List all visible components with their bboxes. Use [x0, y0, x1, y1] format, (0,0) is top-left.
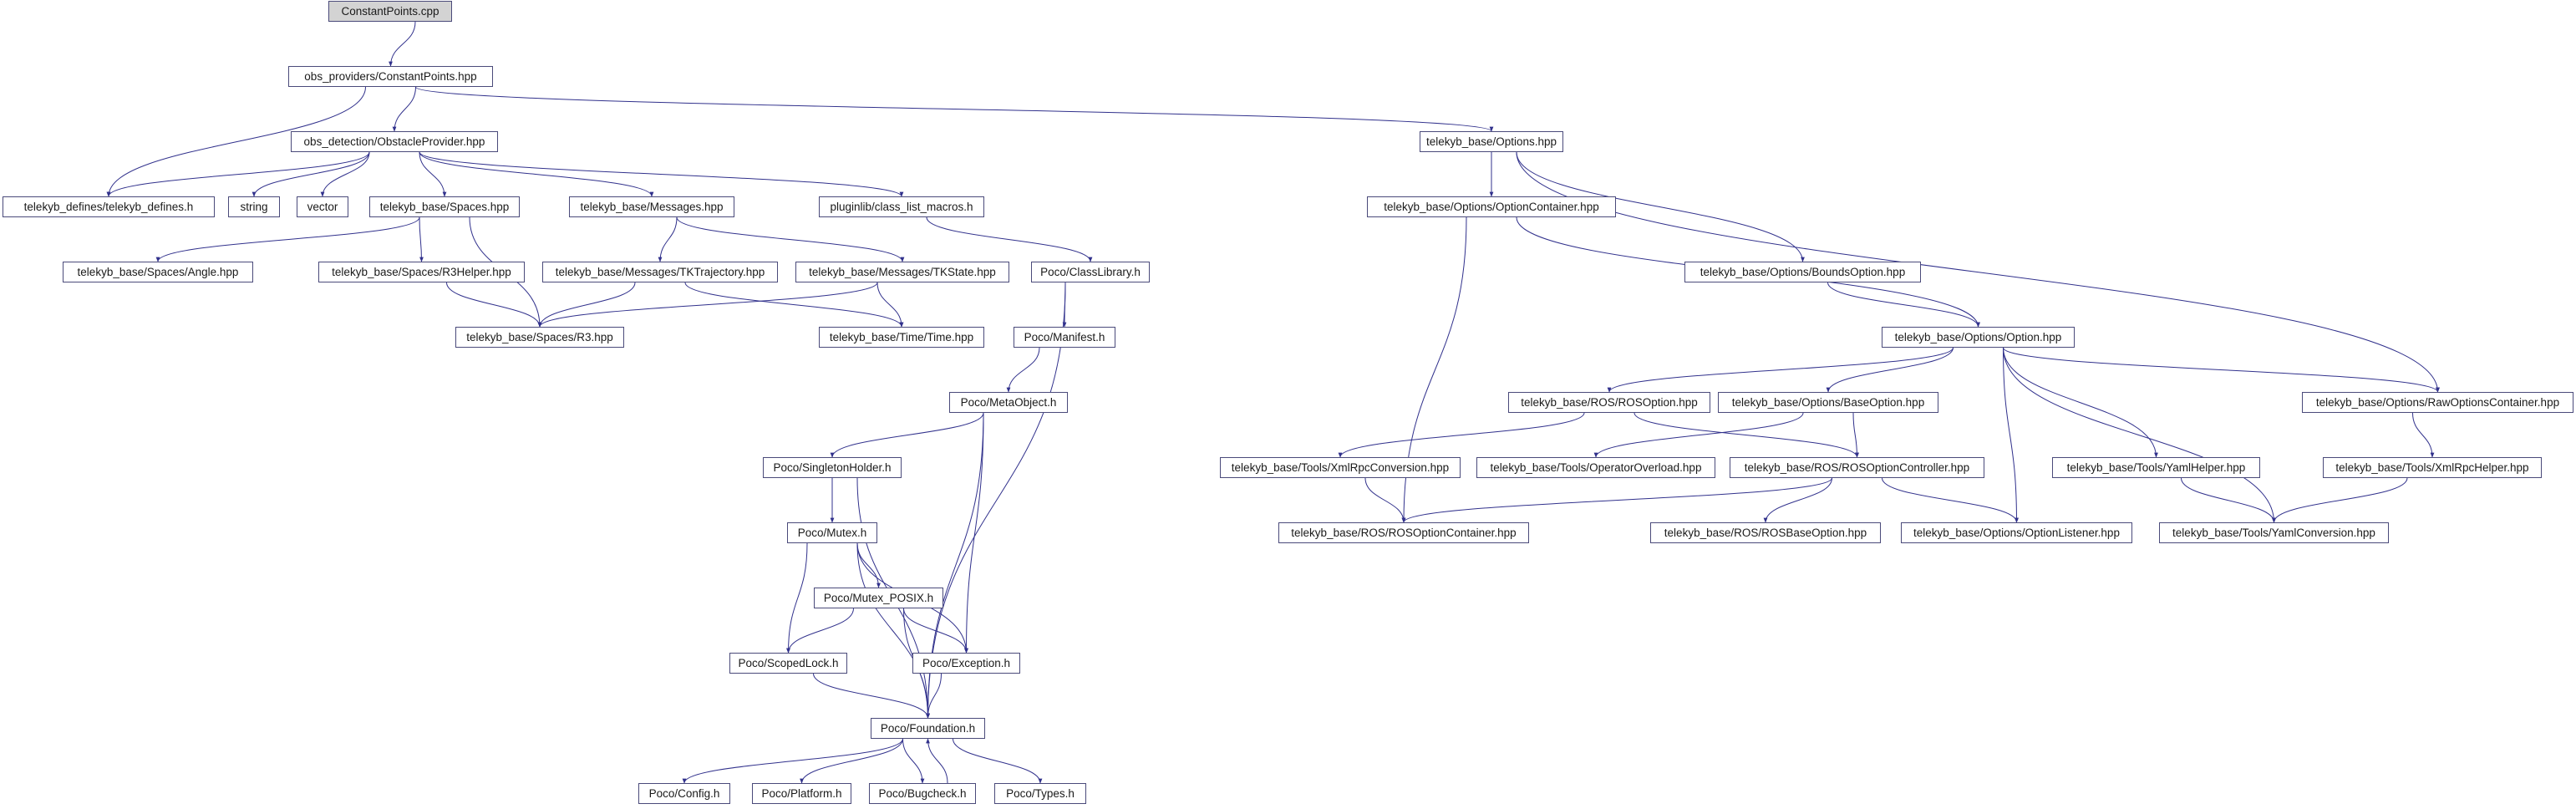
graph-edge — [2182, 478, 2274, 522]
graph-node[interactable] — [1420, 131, 1563, 152]
graph-node[interactable] — [1718, 392, 1938, 413]
graph-node-label: telekyb_base/Tools/XmlRpcConversion.hpp — [1231, 460, 1450, 474]
graph-node[interactable] — [1882, 327, 2075, 348]
graph-edge — [2004, 348, 2274, 522]
graph-node-label: telekyb_base/Spaces/R3Helper.hpp — [332, 265, 511, 278]
graph-edge — [1340, 413, 1584, 457]
graph-edge — [877, 282, 902, 327]
graph-node[interactable] — [819, 196, 984, 217]
graph-node-label: telekyb_base/Options/OptionContainer.hpp — [1384, 200, 1599, 213]
graph-node[interactable] — [1730, 457, 1984, 478]
graph-node-label: telekyb_base/Messages/TKTrajectory.hpp — [555, 265, 765, 278]
graph-edge — [2004, 348, 2157, 457]
graph-node-label: telekyb_base/Options/Option.hpp — [1894, 330, 2062, 343]
graph-node[interactable] — [869, 783, 976, 804]
graph-node-label: Poco/Mutex.h — [797, 526, 867, 539]
graph-edge — [323, 152, 369, 196]
graph-node[interactable] — [2052, 457, 2260, 478]
graph-node-label: telekyb_base/Spaces/R3.hpp — [466, 330, 613, 343]
graph-node[interactable] — [369, 196, 520, 217]
graph-node[interactable] — [318, 262, 525, 282]
graph-edge — [2274, 478, 2408, 522]
graph-edge — [857, 543, 928, 718]
graph-node-label: Poco/Exception.h — [922, 656, 1011, 669]
graph-edge — [903, 739, 923, 783]
graph-node-label: telekyb_base/Time/Time.hpp — [829, 330, 974, 343]
graph-node[interactable] — [1220, 457, 1461, 478]
graph-edge — [419, 152, 652, 196]
graph-node-label: telekyb_base/Spaces.hpp — [379, 200, 510, 213]
graph-edge — [419, 152, 445, 196]
graph-edge — [1882, 478, 2017, 522]
graph-node[interactable] — [949, 392, 1068, 413]
graph-node-label: pluginlib/class_list_macros.h — [830, 200, 973, 213]
graph-node[interactable] — [814, 588, 943, 608]
graph-edge — [1064, 282, 1065, 327]
graph-edge — [928, 739, 948, 783]
graph-edge — [2004, 348, 2017, 522]
graph-edge — [1634, 413, 1857, 457]
graph-node-label: obs_detection/ObstacleProvider.hpp — [303, 135, 485, 148]
graph-edge — [1517, 152, 2438, 392]
graph-node-label: Poco/Mutex_POSIX.h — [823, 591, 934, 604]
graph-edge — [685, 282, 902, 327]
graph-node-label: Poco/Platform.h — [761, 786, 842, 800]
graph-node-label: Poco/Config.h — [648, 786, 720, 800]
graph-node[interactable] — [819, 327, 984, 348]
graph-node[interactable] — [1684, 262, 1921, 282]
graph-edge — [832, 413, 983, 457]
graph-edge — [419, 152, 902, 196]
graph-node[interactable] — [3, 196, 215, 217]
graph-edge — [904, 608, 967, 653]
graph-node-label: telekyb_base/Tools/OperatorOverload.hpp — [1490, 460, 1702, 474]
graph-node[interactable] — [871, 718, 985, 739]
graph-node-label: telekyb_base/ROS/ROSBaseOption.hpp — [1664, 526, 1867, 539]
graph-edge — [1828, 348, 1954, 392]
graph-node-label: telekyb_base/Messages.hpp — [580, 200, 724, 213]
graph-node[interactable] — [63, 262, 253, 282]
graph-edge — [789, 543, 808, 653]
graph-edge — [394, 87, 416, 131]
graph-node-label: Poco/Types.h — [1006, 786, 1075, 800]
graph-node-label: telekyb_base/ROS/ROSOption.hpp — [1521, 395, 1698, 409]
graph-node-label: ConstantPoints.cpp — [341, 4, 439, 18]
graph-edge — [677, 217, 902, 262]
graph-node[interactable] — [1476, 457, 1715, 478]
graph-edge — [1853, 413, 1857, 457]
graph-node-label: telekyb_base/Options/BaseOption.hpp — [1731, 395, 1925, 409]
graph-node[interactable] — [2323, 457, 2542, 478]
graph-edge — [660, 217, 677, 262]
graph-node-label: telekyb_base/Options/OptionListener.hpp — [1913, 526, 2120, 539]
graph-node[interactable] — [1031, 262, 1150, 282]
graph-node[interactable] — [763, 457, 902, 478]
graph-node-label: Poco/MetaObject.h — [960, 395, 1057, 409]
graph-node-label: telekyb_base/Spaces/Angle.hpp — [77, 265, 239, 278]
graph-edge — [109, 152, 369, 196]
graph-node[interactable] — [542, 262, 778, 282]
graph-edge — [814, 674, 928, 718]
graph-edge — [1365, 478, 1404, 522]
graph-node[interactable] — [729, 653, 847, 674]
graph-edge — [967, 413, 984, 653]
graph-edge — [416, 87, 1492, 131]
graph-node[interactable] — [994, 783, 1086, 804]
graph-node[interactable] — [1508, 392, 1710, 413]
graph-edge — [1766, 478, 1832, 522]
graph-node-label: telekyb_base/ROS/ROSOptionController.hpp — [1744, 460, 1970, 474]
graph-edge — [391, 22, 416, 66]
graph-node[interactable] — [291, 131, 498, 152]
graph-node-label: Poco/ScopedLock.h — [738, 656, 839, 669]
graph-edge — [419, 217, 422, 262]
graph-node-label: obs_providers/ConstantPoints.hpp — [304, 69, 477, 83]
graph-node[interactable] — [638, 783, 730, 804]
graph-node-label: telekyb_base/Messages/TKState.hpp — [809, 265, 996, 278]
graph-node[interactable] — [1014, 327, 1115, 348]
graph-node-label: Poco/Bugcheck.h — [878, 786, 967, 800]
graph-edge — [1828, 282, 1979, 327]
graph-node-label: telekyb_base/Tools/YamlHelper.hpp — [2066, 460, 2246, 474]
graph-edge — [684, 739, 903, 783]
graph-node[interactable] — [288, 66, 493, 87]
graph-node[interactable] — [2302, 392, 2573, 413]
graph-node-label: telekyb_base/Tools/YamlConversion.hpp — [2172, 526, 2375, 539]
graph-edge — [789, 608, 854, 653]
graph-node-label: vector — [307, 200, 338, 213]
graph-node-label: Poco/Manifest.h — [1024, 330, 1105, 343]
graph-edge — [928, 674, 942, 718]
graph-node-label: Poco/Foundation.h — [880, 721, 976, 735]
graph-node-label: Poco/SingletonHolder.h — [773, 460, 892, 474]
graph-node-label: telekyb_base/Options/BoundsOption.hpp — [1700, 265, 1906, 278]
graph-edge — [158, 217, 419, 262]
graph-node[interactable] — [1278, 522, 1529, 543]
graph-edge — [540, 282, 635, 327]
graph-node[interactable] — [1367, 196, 1616, 217]
graph-node-label: telekyb_base/Tools/XmlRpcHelper.hpp — [2335, 460, 2529, 474]
graph-node[interactable] — [228, 196, 280, 217]
graph-node[interactable] — [1901, 522, 2132, 543]
graph-edge — [857, 543, 879, 588]
graph-node[interactable] — [795, 262, 1009, 282]
graph-edge — [254, 152, 369, 196]
graph-edge — [802, 739, 903, 783]
graph-node-label: Poco/ClassLibrary.h — [1040, 265, 1141, 278]
graph-edge — [953, 739, 1041, 783]
graph-node-label: telekyb_base/ROS/ROSOptionContainer.hpp — [1291, 526, 1517, 539]
graph-node[interactable] — [787, 522, 877, 543]
graph-node-label: telekyb_base/Options/RawOptionsContainer.hpp — [2315, 395, 2560, 409]
graph-node[interactable] — [328, 1, 452, 22]
graph-edge — [540, 282, 877, 327]
graph-edge — [1609, 348, 1954, 392]
graph-edge — [1596, 413, 1803, 457]
graph-node-label: string — [240, 200, 268, 213]
graph-node[interactable] — [1650, 522, 1881, 543]
graph-node[interactable] — [752, 783, 851, 804]
graph-edge — [447, 282, 541, 327]
graph-edge — [927, 217, 1090, 262]
graph-node[interactable] — [569, 196, 734, 217]
graph-edge — [1009, 348, 1039, 392]
graph-edge — [1404, 478, 1832, 522]
graph-node-label: telekyb_base/Options.hpp — [1425, 135, 1557, 148]
graph-node-label: telekyb_defines/telekyb_defines.h — [23, 200, 194, 213]
graph-node[interactable] — [2159, 522, 2389, 543]
graph-node[interactable] — [912, 653, 1020, 674]
graph-edge — [2413, 413, 2433, 457]
graph-node[interactable] — [297, 196, 348, 217]
graph-edge — [2004, 348, 2438, 392]
graph-node[interactable] — [455, 327, 624, 348]
